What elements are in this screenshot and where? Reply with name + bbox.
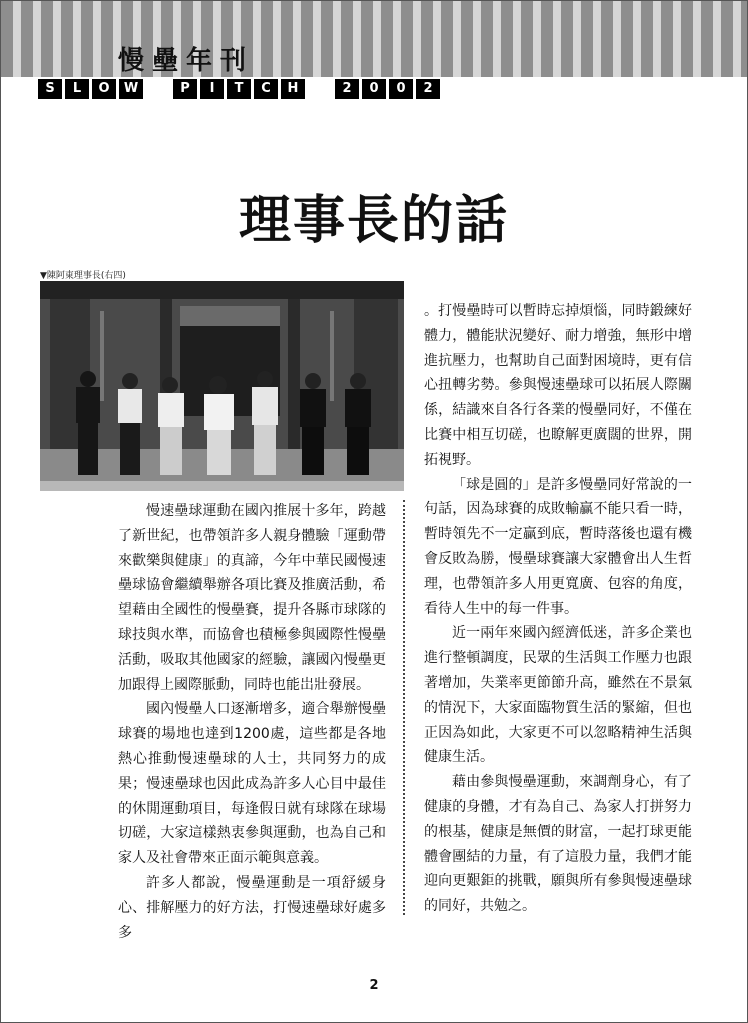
paragraph: 國內慢壘人口逐漸增多，適合舉辦慢壘球賽的場地也達到1200處，這些都是各地熱心推動慢速壘球的人士，共同努力的成果；慢速壘球也因此成為許多人心目中最佳的休閒運動項目，每逢假日就有球隊在球場切磋，大家這樣熱衷參與運動，也為自己和家人及社會帶來正面示範與意義。 — [118, 701, 386, 867]
slow-pitch-banner — [38, 79, 440, 99]
paragraph: 藉由參與慢壘運動，來調劑身心，有了健康的身體，才有為自己、為家人打拼努力的根基，健康是無價的財富，一起打球更能體會團結的力量，有了這股力量，我們才能迎向更艱鉅的挑戰，願與所有參與慢速壘球的同好，共勉之。 — [424, 774, 692, 915]
banner-letter: O — [92, 79, 116, 99]
banner-letter: L — [65, 79, 89, 99]
banner-letter: 2 — [335, 79, 359, 99]
right-column — [424, 299, 692, 919]
paragraph: 許多人都說，慢壘運動是一項舒緩身心、排解壓力的好方法，打慢速壘球好處多多 — [118, 874, 386, 941]
banner-letter: P — [173, 79, 197, 99]
paragraph: 。打慢壘時可以暫時忘掉煩惱，同時鍛練好體力，體能狀況變好、耐力增強，無形中增進抗壓力，也幫助自己面對困境時，更有信心扭轉劣勢。參與慢速壘球可以拓展人際關係，結識來自各行各業的慢壘同好，不僅在比賽中相互切磋，也瞭解更廣闊的世界，開拓視野。 — [424, 303, 692, 468]
paragraph: 「球是圓的」是許多慢壘同好常說的一句話，因為球賽的成敗輸贏不能只看一時，暫時領先不一定贏到底，暫時落後也還有機會反敗為勝，慢壘球賽讓大家體會出人生哲理，也帶領許多人用更寬廣、包容的角度，看待人生中的每一件事。 — [424, 476, 692, 617]
header-stripes — [1, 1, 747, 77]
banner-letter: C — [254, 79, 278, 99]
banner-gap — [146, 79, 170, 99]
group-photo — [40, 281, 404, 491]
photo-caption: ▼陳阿東理事長(右四) — [40, 271, 126, 281]
page-number: 2 — [369, 978, 379, 993]
banner-letter: T — [227, 79, 251, 99]
banner-letter: I — [200, 79, 224, 99]
page-title: 理事長的話 — [238, 191, 509, 251]
banner-gap — [308, 79, 332, 99]
banner-letter: S — [38, 79, 62, 99]
banner-letter: 0 — [389, 79, 413, 99]
left-column — [118, 499, 386, 945]
paragraph: 慢速壘球運動在國內推展十多年，跨越了新世紀，也帶領許多人親身體驗「運動帶來歡樂與健康」的真諦，今年中華民國慢速壘球協會繼續舉辦各項比賽及推廣活動，希望藉由全國性的慢壘賽，提升各縣市球隊的球技與水準，而協會也積極參與國際性慢壘活動，吸取其他國家的經驗，讓國內慢壘更加跟得上國際脈動，同時也能岀壯發展。 — [118, 503, 386, 693]
magazine-title: 慢壘年刊 — [118, 46, 255, 76]
banner-letter: W — [119, 79, 143, 99]
banner-letter: H — [281, 79, 305, 99]
banner-letter: 0 — [362, 79, 386, 99]
paragraph: 近一兩年來國內經濟低迷，許多企業也進行整頓調度，民眾的生活與工作壓力也跟著增加，失業率更節節升高，雖然在不景氣的情況下，大家面臨物質生活的緊縮，但也正因為如此，大家更不可以忽略精神生活與健康生活。 — [424, 625, 692, 766]
banner-letter: 2 — [416, 79, 440, 99]
group-photo-illustration — [40, 281, 404, 491]
column-divider — [403, 500, 405, 915]
